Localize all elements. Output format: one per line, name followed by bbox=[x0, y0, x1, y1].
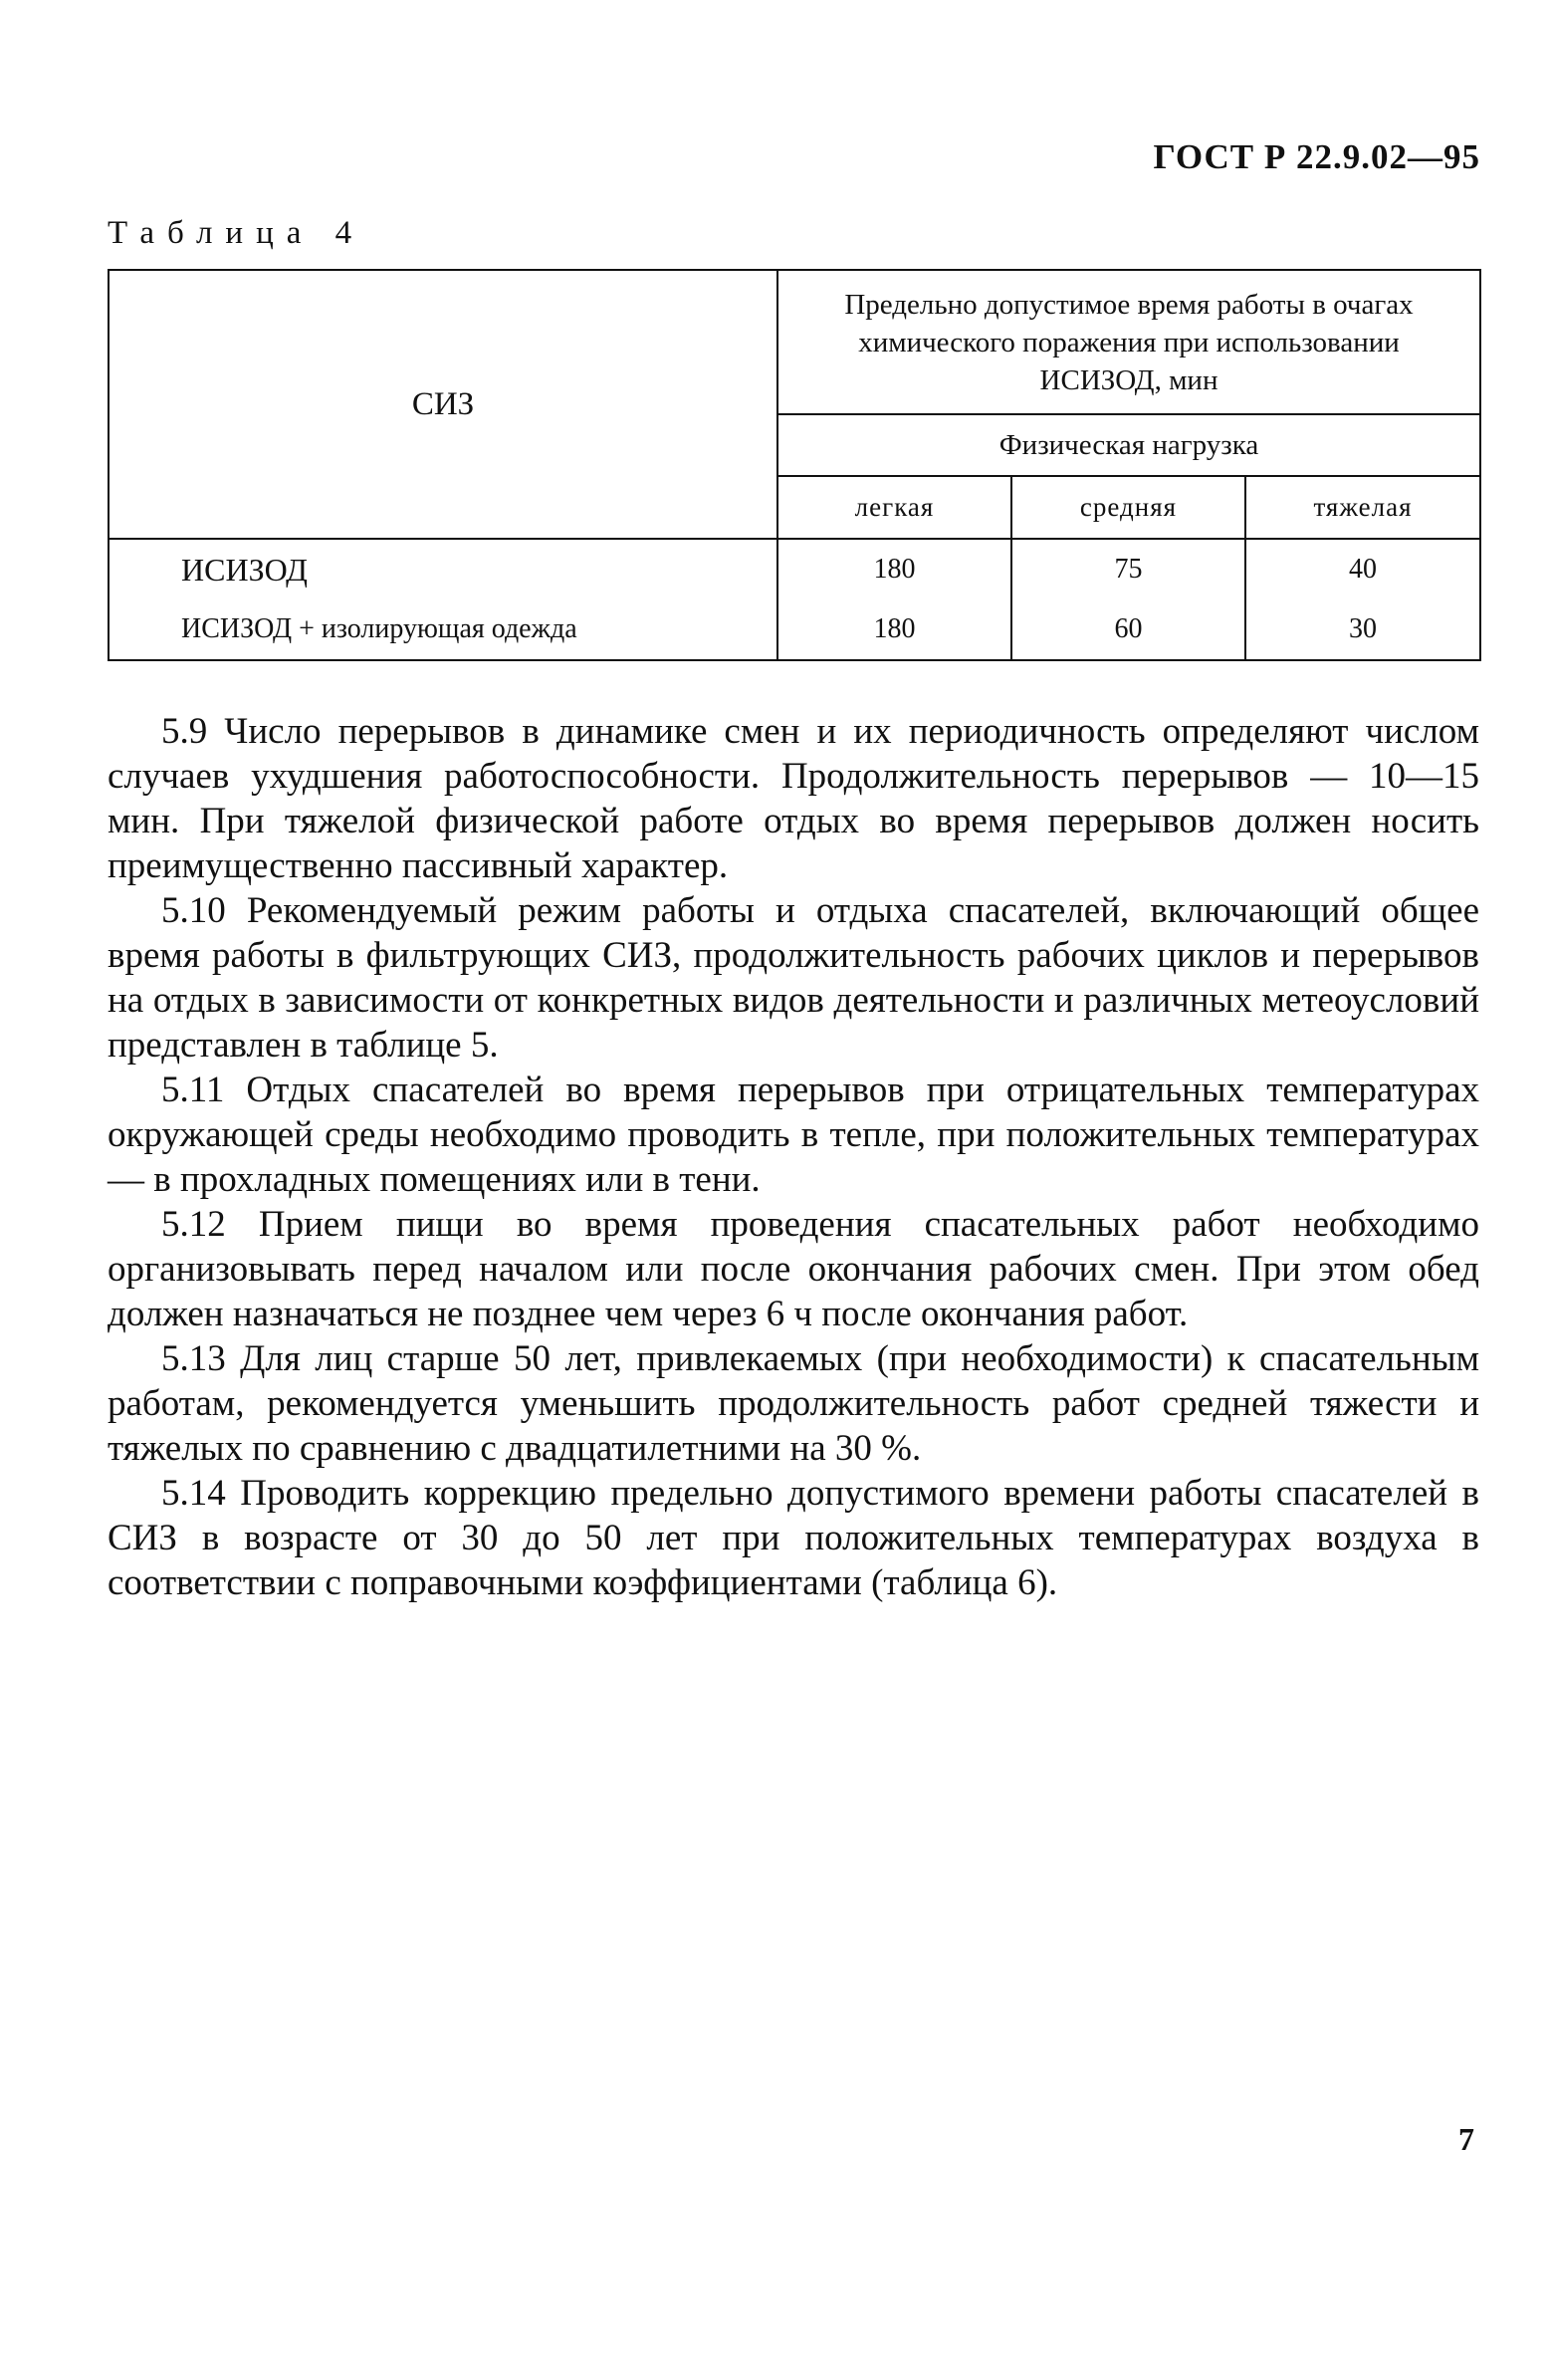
paragraph-5-9: 5.9 Число перерывов в динамике смен и их периодичность определяют числом случаев ухудшения работоспособности. Продолжительность перерывов — 10—15 мин. При тяжелой физической работе отдых во время перерывов должен носить преимущественно пассивный характер. bbox=[108, 711, 1479, 886]
column-header-siz: СИЗ bbox=[109, 270, 777, 539]
column-header-medium: средняя bbox=[1011, 476, 1245, 539]
column-header-heavy: тяжелая bbox=[1245, 476, 1480, 539]
column-header-max-time: Предельно допустимое время работы в очагах химического поражения при использовании ИСИЗОД, мин bbox=[777, 270, 1480, 414]
body-text bbox=[108, 709, 1479, 1605]
table-4 bbox=[108, 269, 1481, 661]
paragraph-5-12: 5.12 Прием пищи во время проведения спасательных работ необходимо организовывать перед началом или после окончания рабочих смен. При этом обед должен назначаться не позднее чем через 6 ч после окончания работ. bbox=[108, 1204, 1479, 1334]
cell-medium: 75 bbox=[1011, 539, 1245, 599]
row-name: ИСИЗОД + изолирующая одежда bbox=[109, 599, 777, 660]
table-row bbox=[109, 539, 1480, 599]
cell-light: 180 bbox=[777, 599, 1011, 660]
column-header-physical-load: Физическая нагрузка bbox=[777, 414, 1480, 476]
cell-heavy: 30 bbox=[1245, 599, 1480, 660]
column-header-light: легкая bbox=[777, 476, 1011, 539]
table-row bbox=[109, 599, 1480, 660]
paragraph-5-13: 5.13 Для лиц старше 50 лет, привлекаемых (при необходимости) к спасательным работам, рекомендуется уменьшить продолжительность работ средней тяжести и тяжелых по сравнению с двадцатилетними на 30 %. bbox=[108, 1338, 1479, 1469]
paragraph-5-10: 5.10 Рекомендуемый режим работы и отдыха спасателей, включающий общее время работы в фильтрующих СИЗ, продолжительность рабочих циклов и перерывов на отдых в зависимости от конкретных видов деятельности и различных метеоусловий представлен в таблице 5. bbox=[108, 890, 1479, 1066]
paragraph-5-14: 5.14 Проводить коррекцию предельно допустимого времени работы спасателей в СИЗ в возрасте от 30 до 50 лет при положительных температурах воздуха в соответствии с поправочными коэффициентами (таблица 6). bbox=[108, 1473, 1479, 1603]
cell-heavy: 40 bbox=[1245, 539, 1480, 599]
row-name: ИСИЗОД bbox=[109, 539, 777, 599]
cell-medium: 60 bbox=[1011, 599, 1245, 660]
standard-code: ГОСТ Р 22.9.02—95 bbox=[1153, 137, 1480, 176]
paragraph-5-11: 5.11 Отдых спасателей во время перерывов при отрицательных температурах окружающей среды необходимо проводить в тепле, при положительных температурах — в прохладных помещениях или в тени. bbox=[108, 1070, 1479, 1200]
page-number: 7 bbox=[1458, 2121, 1474, 2157]
table-label: Таблица 4 bbox=[108, 215, 365, 251]
cell-light: 180 bbox=[777, 539, 1011, 599]
